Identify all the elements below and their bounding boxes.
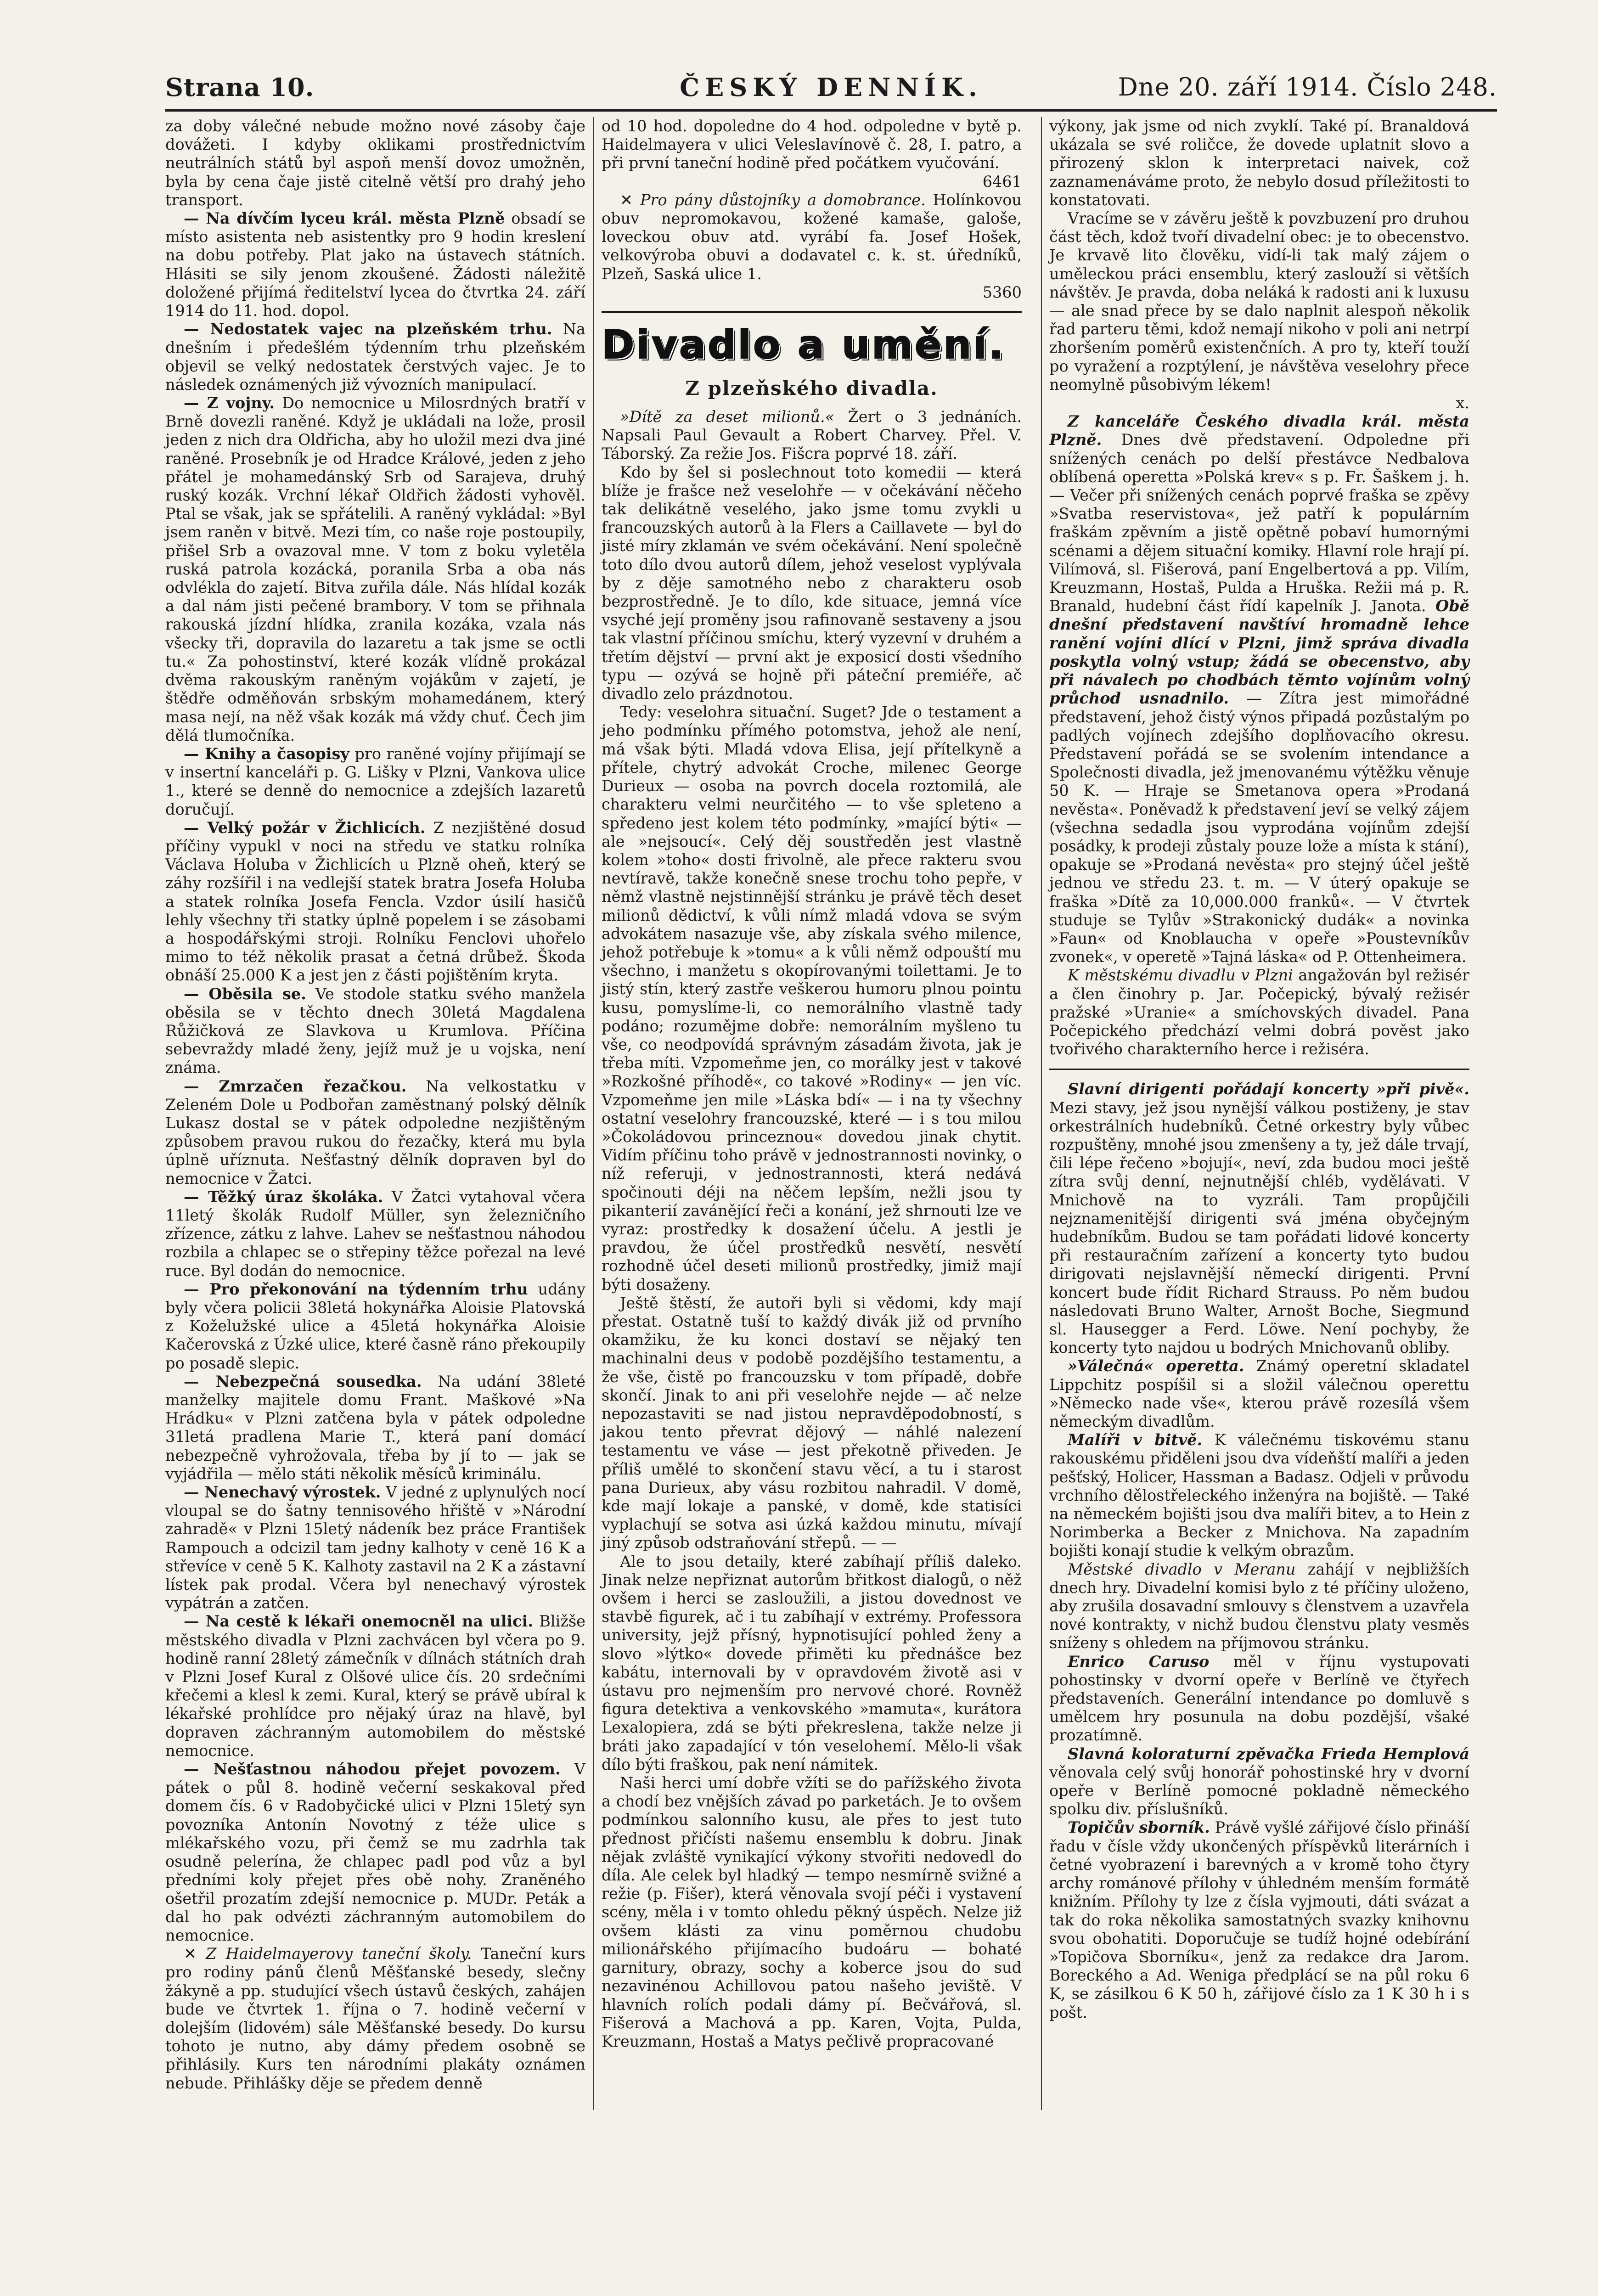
masthead — [165, 73, 1497, 109]
author-signature: x. — [1456, 394, 1469, 412]
news-headline: Městské divadlo v Meranu — [1068, 1560, 1296, 1578]
news-headline: Slavní dirigenti pořádají koncerty »při pivě«. — [1068, 1080, 1469, 1098]
news-body: Ve stodole statku svého manžela oběsila se v těchto dnech 30letá Magdalena Růžičková ze Slavkova u Krumlova. Příčina sebevraždy mladé ženy, jejíž muž je u vojska, není známa. — [165, 985, 585, 1077]
news-headline: — Zmrzačen řezačkou. — [184, 1077, 407, 1095]
news-headline: K městskému divadlu v Plzni — [1068, 966, 1293, 985]
news-item — [1049, 412, 1469, 966]
advertisement — [602, 117, 1022, 191]
column-3 — [1049, 117, 1469, 2022]
news-item — [165, 819, 585, 985]
news-body: měl v říjnu vystupovati pohostinsky v dvorní opeře v Berlíně ve čtyřech představeních. Generální intendance po domluvě s umělcem hry posunula na dobu pozdější, všaké prozatímně. — [1049, 1652, 1470, 1745]
ad-body: od 10 hod. dopoledne do 4 hod. odpoledne v bytě p. Haidelmayera v ulici Veleslavínově č. 28, I. patro, a při první taneční hodině před počátkem vyučování. — [602, 117, 1022, 172]
ad-headline: Z Haidelmayerovy taneční školy. — [206, 1945, 472, 1963]
news-headline: — Nenechavý výrostek. — [184, 1483, 381, 1502]
news-body: zahájí v nejbližších dnech hry. Divadelní komisi bylo z té příčiny uloženo, aby zrušila dosavadní smlouvy s členstvem a uzavřela nové kontrakty, v nichž budou členstvu platy vesměs sníženy s ohledem na příjmovou stránku. — [1049, 1560, 1469, 1652]
advertisement: ✕ Pro pány důstojníky a domobrance. Holínkovou obuv nepromokavou, kožené kamaše, galoše, loveckou obuv atd. vyrábí fa. Josef Hošek, velkovýroba obuvi a dodavatel c. k. st. úředníků, Plzeň, Saská ulice 1. 5360 — [602, 191, 1022, 301]
news-body: věnovala celý svůj honorář pohostinské hry v dvorní opeře v Berlíně pomocné pokladně německého spolku div. příslušníků. — [1049, 1763, 1469, 1818]
issue-date: Dne 20. září 1914. Číslo 248. — [1118, 73, 1497, 101]
news-notice: Obě dnešní představení navštíví hromadně lehce ranění vojíni dlící v Plzni, jimž správa divadla poskytla volný vstup; žádá se obecenstvo, aby při návalech po chodbách těmto vojínům volný průchod usnadnilo. — [1049, 597, 1469, 708]
article-text — [602, 408, 1022, 463]
column-1 — [165, 117, 585, 2093]
news-headline: — Oběsila se. — [184, 985, 306, 1003]
article-text: Naši herci umí dobře vžíti se do pařížského života a chodí bez vnějších závad po parketách. Je to ovšem podmínkou salonního kusu, ale přes to jest tuto přednost přičísti našemu ensemblu k dobru. Jinak nějak zvláště vynikající výkony stvořiti nedovedl do díla. Ale celek byl hladký — tempo nesmírně svižné a režie (p. Fišer), která věnovala svojí péči i vystavení scény, měla i v tomto ohledu pěkný úspěch. Nelze již ovšem klásti za vinu poměrnou chudobu milionářského přijímacího budoáru — bohaté garnitury, obrazy, sochy a koberce jsou do sud nezavinénou Achillovou patou našeho jeviště. V hlavních rolích podali dámy pí. Bečvářová, sl. Fišerová a Machová a pp. Karen, Vojta, Pulda, Kreuzmann, Hostaš a Matys pečlivě propracované — [602, 1774, 1022, 2050]
play-credits: Žert o 3 jednáních. Napsali Paul Gevault a Robert Charvey. Přel. V. Táborský. Za režie Jos. Fišcra poprvé 18. září. — [602, 408, 1022, 463]
article-text: Tedy: veselohra situační. Suget? Jde o testament a jeho podmínku přímého potomstva, jehož ale není, má však býti. Mladá vdova Elisa, její přítelkyně a přítele, chytrý advokát Croche, milenec George Durieux — osoba na povrch docela roztomilá, ale charakteru velmi neurčitého — to vše spleteno a spředeno jest kolem této podmínky, »mající býti« — ale »nejsoucí«. Celý děj soustředěn jest vlastně kolem »toho« dosti frivolně, ale přece rakteru svou nevtíravě, takže konečně snese trochu toho pepře, v němž vlastně nejstinnější stránku je právě těch deset milionů dědictví, k vůli nímž mladá vdova se svým advokátem nasazuje vše, aby získala svého milence, jehož potřebuje k »tomu« a k vůli němž odpouští mu všechno, i manžetu s okopírovanými toilettami. Je to jistý stín, který zastře veškerou humoru plnou pointu kusu, pomyslíme-li, co nemorálního vlastně tady podáno; rozumějme dobře: nemorálním myšleno tu vše, co neodpovídá správným zásadám života, jak je třeba míti. Vzpomeňme jen, co morálky jest v takové »Rozkošné příhodě«, co takové »Rodiny« — jen víc. Vzpomeňme jen mile »Láska bdí« — i na ty všechny ostatní veselohry francouzské, které — i s tou milou »Čokoládovou princeznou« dovedou jinak chytit. Vidím příčinu toho právě v jednostrannosti novinky, o níž referuji, v jednostrannosti, která nedává spočinouti déji na něčem lepším, nežli jsou ty pikanterií zavánějící řeči a konání, jež shrnouti lze ve vyraz: prostředky k dosažení účelu. A jestli je pravdou, že účel prostředků nesvětí, nesvětí rozhodně účel deseti milionů prostředky, jimiž mají býti dosaženy. — [602, 703, 1022, 1294]
article-text: za doby válečné nebude možno nové zásoby čaje dovážeti. I kdyby oklikami prostřednictvím neutrálních států byl aspoň menší dovoz umožněn, byla by cena čaje jistě citelně větší pro drahý jeho transport. — [165, 117, 585, 209]
news-body: Na dnešním i předešlém týdenním trhu plzeňském objevil se velký nedostatek čerstvých vajec. Je to následek oznámených již vývozních manipulací. — [165, 320, 585, 394]
news-item — [1049, 1818, 1469, 2021]
separator — [1049, 1069, 1469, 1070]
news-headline: — Nedostatek vajec na plzeňském trhu. — [184, 320, 552, 338]
article-text: Kdo by šel si poslechnout toto komedii — která blíže je frašce než veselohře — v očekávání něčeho tak delikátně veselého, jako jsme tomu zvykli u francouzských autorů à la Flers a Caillavete — byl do jisté míry zklamán ve svém očekávání. Není společně toto dílo dvou autorů dílem, jehož veselost vyplývala by z děje samotného nebo z charakteru osob bezprostředně. Je to dílo, kde situace, jemná více vsyché její proměny jsou rafinovaně sestaveny a jsou tak vlastní příčinou smíchu, který vyzevní v druhém a třetím dějství — první akt je exposicí dosti všedního typu — ozývá se hojně při páteční premiéře, ač divadlo zelo prázdnotou. — [602, 463, 1022, 703]
news-headline: — Nešťastnou náhodou přejet povozem. — [184, 1760, 561, 1778]
ad-number: 6461 — [982, 172, 1022, 191]
article-text: Ale to jsou detaily, které zabíhají příliš daleko. Jinak nelze nepřiznat autorům břitkost dialogů, o něž ovšem i herci se zasloužili, a jistou dovednost ve stavbě figurek, ač i tu zabíhají v extrémy. Professora university, jejž přísný, hypnotisující pohled ženy a slovo »lýtko« dovede přiměti ku přednášce bez kabátu, internovali by v opravdovém životě asi v ústavu pro nejmenším pro nervové choré. Rovněž figura detektiva a venkovského »mamuta«, kurátora Lexalopiera, zdá se býti překreslena, takže nelze ji bráti jako zapadající v tón veselohemí. Mělo-li však dílo býti fraškou, pak není námitek. — [602, 1552, 1022, 1773]
news-item — [1049, 1357, 1469, 1431]
news-item — [165, 1373, 585, 1483]
masthead-rule — [165, 109, 1497, 112]
news-body: V jedné z uplynulých nocí vloupal se do šatny tennisového hřiště v »Národní zahradě« v Plzni 15letý nádeník bez práce František Rampouch a odcizil tam jedny kalhoty v ceně 16 K a střevíce v ceně 5 K. Kalhoty zastavil na 2 K a zástavní lístek pak prodal. Včera byl nenechavý výrostek vypátrán a zatčen. — [165, 1483, 585, 1612]
news-item — [165, 1612, 585, 1760]
column-rule — [593, 117, 594, 2110]
news-headline: — Nebezpečná sousedka. — [184, 1372, 422, 1390]
news-body: Dnes dvě představení. Odpoledne při snížených cenách po delší přestávce Nedbalova oblíbená operetta »Polská krev« s p. Fr. Šaškem j. h. — Večer při snížených cenách poprvé fraška se zpěvy »Svatba reservistova«, jež patří k populárním fraškám zpěvním a jistě opětně pobaví humornými scénami a dějem situační komiky. Hlavní role hrají pí. Vilímová, sl. Fišerová, paní Engelbertová a pp. Vilím, Kreuzmann, Hostaš, Pulda a Hruška. Režii má p. R. Branald, hudební část řídí kapelník J. Janota. — [1049, 431, 1469, 615]
news-headline: — Pro překonování na týdenním trhu — [184, 1280, 528, 1298]
news-item — [165, 1188, 585, 1280]
news-item — [1049, 1653, 1469, 1745]
section-rule — [602, 311, 1022, 313]
news-item — [1049, 966, 1469, 1058]
news-headline: — Knihy a časopisy — [184, 744, 349, 763]
ad-body: Taneční kurs pro rodiny pánů členů Měšťanské besedy, slečny žákyně a pp. studující všech ústavů českých, zahájen bude ve čtvrtek 1. října o 7. hodině večerní v dolejším (lidovém) sále Měšťanské besedy. Do kursu tohoto je nutno, aby dámy předem osobně se přihlásily. Kurs ten národními plakáty oznámen nebude. Přihlášky děje se předem denně — [165, 1945, 585, 2092]
news-headline: »Válečná« operetta. — [1068, 1357, 1244, 1375]
news-headline: — Z vojny. — [184, 394, 275, 412]
news-item — [165, 209, 585, 320]
news-body: Právě vyšlé zářijové číslo přináší řadu v čísle vždy ukončených příspěvků literárních i četné vyobrazení i barevných a v kromě toho čtyry archy románové přílohy v úhledném menším formátě knižním. Přílohy ty lze z čísla vyjmouti, dáti svázat a tak do roka několika samostatných svazky knihovnu svou obohatiti. Doporučuje se tudíž hojné odebírání »Topičova Sborníku«, jenž za redakce dra Jarom. Boreckého a Ad. Weniga předplácí se na půl roku 6 K, se zásilkou 6 K 50 h, zářijové číslo za 1 K 30 h i s pošt. — [1049, 1818, 1470, 2021]
news-body: Na velkostatku v Zeleném Dole u Podbořan zaměstnaný polský dělník Lukasz dostal se v pátek odpoledne nezjištěným způsobem pravou rukou do řezačky, která mu byla úplně uříznuta. Nešťastný dělník dopraven byl do nemocnice v Žatci. — [165, 1077, 585, 1187]
news-body: Bližše městského divadla v Plzni zachvácen byl včera po 9. hodině ranní 28letý zámečník v dílnách státních drah v Plzni Josef Kural z Olšové ulice čís. 20 srdečními křečemi a klesl k zemi. Kural, který se právě ubíral k lékařské prohlídce pro nějaký úraz na hlavě, byl dopraven záchranným automobilem do městské nemocnice. — [165, 1612, 585, 1760]
news-body: Známý operetní skladatel Lippchitz pospíšil si a složil válečnou operettu »Německo nade vše«, kterou právě rozesílá všem německým divadlům. — [1049, 1357, 1469, 1431]
page-number: Strana 10. — [165, 73, 315, 102]
news-headline: — Těžký úraz školáka. — [184, 1187, 383, 1206]
ad-number: 5360 — [982, 283, 1022, 301]
news-body: obsadí se místo asistenta neb asistentky pro 9 hodin kreslení na dobu potřeby. Plat jako na ústavech státních. Hlásiti se sily jenom zkoušené. Žádosti náležitě doložené přijímá ředitelství lycea do čtvrtka 24. září 1914 do 11. hod. dopol. — [165, 209, 585, 320]
advertisement: ✕ Z Haidelmayerovy taneční školy. Taneční kurs pro rodiny pánů členů Měšťanské besedy, slečny žákyně a pp. studující všech ústavů českých, zahájen bude ve čtvrtek 1. října o 7. hodině večerní v dolejším (lidovém) sále Měšťanské besedy. Do kursu tohoto je nutno, aby dámy předem osobně se přihlásily. Kurs ten národními plakáty oznámen nebude. Přihlášky děje se předem denně — [165, 1945, 585, 2092]
news-body: V pátek o půl 8. hodině večerní seskakoval před domem čís. 6 v Radobyčické ulici v Plzni 15letý syn povozníka Antonín Novotný z téže ulice s mlékařského vozu, při čemž se mu zadrhla tak osudně pelerína, že chlapec padl pod vůz a byl předními koly přejet přes obě nohy. Zraněného ošetřil prozatím zdejší nemocnice p. MUDr. Peták a dal ho pak odvézti záchranným automobilem do nemocnice. — [165, 1760, 585, 1944]
news-item — [1049, 1745, 1469, 1819]
news-body: K válečnému tiskovému stanu rakouskému přiděleni jsou dva vídeňští malíři a jeden pešťský, Holicer, Hassman a Badasz. Odjeli v průvodu vrchního dělostřeleckého inženýra na bojiště. — Také na německém bojišti jsou dva malíři bitev, a to Hein z Norimberka a Becker z Mnichova. Na zapadním bojišti konají studie k velkým obrazům. — [1049, 1431, 1469, 1560]
news-body: angažován byl režisér a člen činohry p. Jar. Počepický, bývalý režisér pražské »Uranie« a smíchovských divadel. Pana Počepického předchází velmi dobrá pověst jako tvořivého charakterního herce i režiséra. — [1049, 966, 1469, 1058]
article-text: Ještě štěstí, že autoři byli si vědomi, kdy mají přestat. Ostatně tuší to každý divák již od prvního okamžiku, že ku konci dostaví se nějaký ten machinalni deus v podobě pozdějšího testamentu, a že vše, čistě po francouzsku v tom případě, dobře skončí. Jinak to ani při veselohře nejde — ač nelze nepozastaviti se nad jistou nepravděpodobností, s jakou tento převrat dějový — náhlé nalezení testamentu ve váse — jest překotně přiveden. Je příliš umělé to skončení stavu věcí, a tu i starost pana Durieux, aby vásu rozbitou nahradil. V domě, kde mají lokaje a panské, v domě, kde statisíci vyplachují se sotva asi úzká každou minutu, mívají jiný způsob odstraňování střepů. — — — [602, 1294, 1022, 1552]
article-body: Vracíme se v závěru ještě k povzbuzení pro druhou část těch, kdož tvoří divadelní obec: je to obecenstvo. Je krvavě lito člověku, vidí-li tak malý zájem o uměleckou práci ensemblu, který zaslouží si větších návštěv. Je pravda, doba neláká k radosti ani k luxusu — ale snad přece by se dalo naplnit alespoň několik řad parteru těmi, kdož nemají nikoho v poli ani netrpí zhoršením poměrů existenčních. A pro ty, kteří touží po vyražení a rozptýlení, je návštěva veselohry přece neomylně působivým lékem! — [1049, 209, 1469, 394]
news-item — [1049, 1080, 1469, 1357]
news-item — [165, 745, 585, 819]
article-text: výkony, jak jsme od nich zvyklí. Také pí. Branaldová ukázala se své roličce, že dovede uplatnit slovo a přirozený sklon k interpretaci naivek, což zaznamenáváme proto, že nebylo dosud příležitosti to konstatovati. — [1049, 117, 1469, 209]
column-rule — [1041, 117, 1042, 2110]
news-body: Na udání 38leté manželky majitele domu Frant. Maškové »Na Hrádku« v Plzni zatčena byla v pátek odpoledne 31letá pradlena Marie T., která paní domácí nebezpečně vyhrožovala, třeba by jí to — jak se vyjádřila — mělo státi několik měsíců kriminálu. — [165, 1372, 585, 1483]
news-item — [165, 1483, 585, 1612]
section-title: Divadlo a umění. — [602, 322, 1006, 368]
news-headline: — Na dívčím lyceu král. města Plzně — [184, 209, 505, 228]
news-body: Mezi stavy, jež jsou nynější válkou postiženy, je stav orkestrálních hudebníků. Četné orkestry byly vůbec rozpuštěny, mnohé jsou zmenšeny a ty, jež dále trvají, čili lépe řečeno »bojují«, neví, zda budou moci ještě zítra svůj denní, nejnutnější chléb, vydělávati. V Mnichově na to vyzráli. Tam propůjčili nejznamenitější dirigenti svá jména obyčejným hudebníkům. Budou se tam pořádati lidové koncerty při restauračním zařízení a koncerty tyto budou dirigovati nejslavnější německí dirigenti. První koncert bude řídit Richard Strauss. Po něm budou následovati Bruno Walter, Arnošt Boche, Siegmund sl. Hausegger a Ferd. Löwe. Není pochyby, že koncerty tyto najdou u bodrých Mnichovanů obliby. — [1049, 1098, 1469, 1357]
news-headline: — Velký požár v Žichlicích. — [184, 818, 426, 837]
news-item — [165, 1760, 585, 1945]
news-headline: Slavná koloraturní zpěvačka Frieda Hemplová — [1068, 1745, 1469, 1763]
ad-body: Holínkovou obuv nepromokavou, kožené kamaše, galoše, loveckou obuv atd. vyrábí fa. Josef Hošek, velkovýroba obuvi a dodavatel c. k. st. úředníků, Plzeň, Saská ulice 1. — [602, 191, 1022, 283]
news-body: V Žatci vytahoval včera 11letý školák Rudolf Müller, syn železničního zřízence, zátku z lahve. Lahev se nešťastnou náhodou rozbila a chlapec se o střepiny těžce pořezal na levé ruce. Byl dodán do nemocnice. — [165, 1187, 585, 1280]
news-item — [165, 985, 585, 1077]
news-item — [1049, 1560, 1469, 1653]
ad-headline: Pro pány důstojníky a domobrance. — [640, 191, 926, 209]
news-body: Z nezjištěné dosud příčiny vypukl v noci na středu ve statku rolníka Václava Holuba v Žichlicích u Plzně oheň, který se záhy rozšířil i na vedlejší statek bratra Josefa Holuba a statek rolníka Josefa Fencla. Vzdor úsilí hasičů lehly všechny tři statky úplně popelem i se zásobami a hospodářskými stroji. Rolníku Fenclovi uhořelo mimo to též několik prasat a četná drůbež. Škoda obnáší 25.000 K a jest jen z části pojištěním kryta. — [165, 818, 585, 985]
article-text — [1049, 209, 1469, 412]
article-title: Z plzeňského divadla. — [685, 377, 938, 400]
news-body: pro raněné vojíny přijímají se v insertní kanceláři p. G. Lišky v Plzni, Vankova ulice 1., které se denně do nemocnice a zdejších lazaretů doručují. — [165, 744, 585, 818]
news-headline: Topičův sborník. — [1068, 1818, 1210, 1837]
news-item — [165, 320, 585, 394]
news-body: — Zítra jest mimořádné představení, jehož čistý výnos připadá pozůstalým po padlých vojínech zdejšího doplňovacího okresu. Představení pořádá se se svolením intendance a Společnosti divadla, jež jmenovanému výtěžku věnuje 50 K. — Hraje se Smetanova opera »Prodaná nevěsta«. Poněvadž k představení jeví se velký zájem (všechna sedadla jsou vyprodána vojínům zdejší posádky, k prodeji zůstaly pouze lože a místa k stání), opakuje se »Prodaná nevěsta« pro stejný účel ještě jednou ve středu 23. t. m. — V úterý opakuje se fraška »Dítě za 10,000.000 franků«. — V čtvrtek studuje se Tylův »Strakonický dudák« a novinka »Faun« od Knoblaucha v opeře »Poustevníkův zvonek«, v operetě »Tajná láska« od P. Ottenheimera. — [1049, 689, 1469, 966]
news-item — [165, 1280, 585, 1373]
news-item — [165, 1077, 585, 1188]
news-body: Do nemocnice u Milosrdných bratří v Brně dovezli raněné. Když je ukládali na lože, prosil jeden z nich dra Oldřicha, aby ho uložil mezi dva jiné raněné. Prosebník je od Hradce Králové, jeden z jeho přátel je mohamedánský Srb od Sarajeva, druhý ruský kozák. Vrchní lékař Oldřich žádosti vyhověl. Ptal se však, jak se spřátelili. A raněný vykládal: »Byl jsem raněn v bitvě. Mezi tím, co naše roje postoupily, přišel Srb a ovazoval mne. V tom z boku vyletěla ruská patrola kozácká, poranila Srba a oba nás odvlékla do zajetí. Bitva zuřila dále. Nás hlídal kozák a dal nám jisti pečené brambory. V tom se přihnala rakouská jízdní hlídka, zranila kozáka, vzala nás všecky tři, dopravila do lazaretu a tak jsme se octli tu.« Za pohostinství, které kozák vlídně prokázal dvěma rakouským raněným vojákům v zajetí, je štědře odměňován srbským mohamedánem, který masa nejí, na něž však kozák má vždy chuť. Čech jim dělá tlumočníka. — [165, 394, 586, 744]
news-headline: Z kanceláře Českého divadla král. města Plzně. — [1049, 412, 1469, 449]
news-headline: Enrico Caruso — [1068, 1652, 1210, 1671]
news-headline: — Na cestě k lékaři onemocněl na ulici. — [184, 1612, 533, 1631]
play-title: »Dítě za deset milionů.« — [620, 408, 835, 426]
column-2 — [602, 117, 1022, 2051]
news-headline: Malíři v bitvě. — [1068, 1431, 1203, 1449]
news-item — [165, 394, 585, 745]
news-item — [1049, 1431, 1469, 1560]
newspaper-title: ČESKÝ DENNÍK. — [680, 73, 983, 102]
news-body: udány byly včera policii 38letá hokynářka Aloisie Platovská z Koželužské ulice a 45letá hokynářka Aloisie Kačerovská z Úzké ulice, které časně ráno překoupily po posadě slepic. — [165, 1280, 585, 1372]
